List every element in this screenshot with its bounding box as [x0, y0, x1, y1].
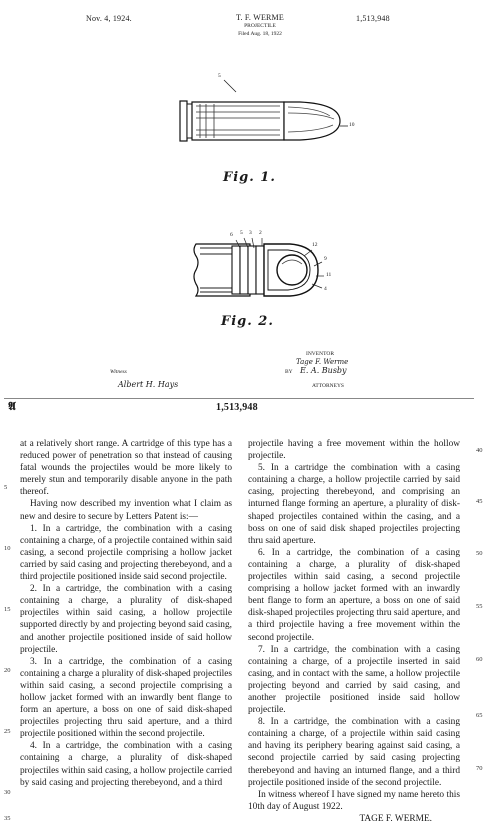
figure-1-label: Fig. 1. [223, 170, 276, 185]
witness-statement: In witness whereof I have signed my name hereto this 10th day of August 1922. [248, 789, 460, 812]
claim-7: 7. In a cartridge, the combination with a casing containing a charge, of a projectile inserted in said casing, and in contact with the same, a hollow projectile projecting beyond and carried by said casing, and another projectile positioned inside said hollow projectile. [248, 644, 460, 716]
fig2-ref-11: 11 [326, 272, 332, 278]
inventor-name-header: T. F. WERME [236, 13, 284, 22]
page2-noise-left: 𝕬 [8, 401, 16, 413]
inventor-label: INVENTOR [306, 351, 335, 357]
fig2-ref-4: 4 [324, 286, 327, 292]
final-signature: TAGE F. WERME. [359, 813, 432, 824]
patent-date: Nov. 4, 1924. [86, 14, 132, 23]
page2-patent-number: 1,513,948 [216, 402, 258, 413]
fig2-ref-9: 9 [324, 256, 327, 262]
line-number: 60 [476, 656, 483, 663]
witness-signature: Albert H. Hays [118, 380, 179, 389]
patent-subject: PROJECTILE [244, 23, 276, 29]
claim-3: 3. In a cartridge, the combination of a casing containing a charge a plurality of disk-shaped projectiles within said casing, a second projectile comprising a hollow jacket formed with an inwardly bent flange to form an aperture, a boss on one of said disk-shaped projectiles projecting thru said aperture, and a third projectile positioned within the second projectile. [20, 656, 232, 740]
attorneys-label: ATTORNEYS [312, 383, 344, 389]
inventor-signature: Tage F. Werme [296, 358, 349, 366]
line-number: 50 [476, 550, 483, 557]
fig2-ref-12: 12 [312, 242, 318, 248]
left-para-claim-intro: Having now described my invention what I claim as new and desire to secure by Letters Patent is:— [20, 499, 232, 522]
line-number: 25 [4, 728, 11, 735]
figure-1 [0, 0, 500, 200]
fig1-ref-5: 5 [218, 73, 221, 79]
claim-2: 2. In a cartridge, the combination with a casing containing a charge, a plurality of disk-shaped projectiles within said casing, a hollow projectile supported directly by and projecting beyond said casing, and another projectile positioned inside of said hollow projectile. [20, 584, 232, 655]
line-number: 5 [4, 484, 8, 491]
filed-date: Filed Aug. 18, 1922 [238, 31, 282, 37]
fig2-ref-5: 5 [240, 230, 243, 236]
fig2-ref-3: 3 [249, 230, 252, 236]
line-number: 55 [476, 603, 483, 610]
figure-2 [0, 210, 500, 350]
fig2-ref-6: 6 [230, 232, 233, 238]
claim-1: 1. In a cartridge, the combination with a casing containing a charge, of a projectile contained within said casing, a second projectile comprising a hollow jacket carried by said casing and projecting therebeyond, and a third projectile positioned inside said second projectile. [20, 523, 232, 583]
witness-label: Witness [110, 369, 127, 375]
line-number: 40 [476, 447, 483, 454]
left-para-continuation: at a relatively short range. A cartridge of this type has a reduced power of penetration so that instead of causing fatal wounds the projectiles would be more likely to merely stun and temporarily disable anyone in the path thereof. [20, 439, 232, 498]
line-number: 35 [4, 815, 11, 822]
line-number: 30 [4, 789, 11, 796]
claim-4: 4. In a cartridge, the combination with a casing containing a charge, a plurality of disk-shaped projectiles within said casing, a hollow projectile carried by said casing and projecting therebeyond, and a third [20, 741, 232, 788]
claim-6: 6. In a cartridge, the combination of a casing containing a charge, a plurality of disk-shaped projectiles within said casing, a second projectile comprising a hollow jacket formed with an inwardly bent flange to form an aperture, a boss on one of said disk-shaped projectiles projecting thru said aperture, and a third projectile having a free movement within the second projectile. [248, 547, 460, 643]
patent-number-header: 1,513,948 [356, 14, 390, 23]
line-number: 15 [4, 606, 11, 613]
right-text-column [248, 438, 460, 825]
line-number: 65 [476, 712, 483, 719]
fig2-ref-2: 2 [259, 230, 262, 236]
claim-5: 5. In a cartridge the combination with a casing containing a charge, a hollow projectile carried by said casing, projecting therebeyond, and comprising an inturned flange forming an aperture, a plurality of disk-shaped projectiles contained within the casing, and a boss on one of said disk shaped projectiles projecting thru said aperture. [248, 463, 460, 546]
figure-2-label: Fig. 2. [221, 314, 274, 329]
attorney-signature: E. A. Busby [300, 366, 347, 375]
fig1-ref-10: 10 [349, 122, 355, 128]
line-number: 20 [4, 667, 11, 674]
left-text-column [20, 438, 232, 789]
line-number: 45 [476, 498, 483, 505]
claim-8: 8. In a cartridge, the combination with a casing containing a charge, of a projectile within said casing and having its periphery bearing against said casing, a second projectile carried by said casing projecting therebeyond and having an inturned flange, and a third projectile positioned inside of the second projectile. [248, 717, 460, 788]
page-divider [4, 398, 474, 399]
line-number: 70 [476, 765, 483, 772]
by-label: BY [285, 369, 293, 375]
line-number: 10 [4, 545, 11, 552]
right-para-continuation: projectile having a free movement within the hollow projectile. [248, 439, 460, 462]
